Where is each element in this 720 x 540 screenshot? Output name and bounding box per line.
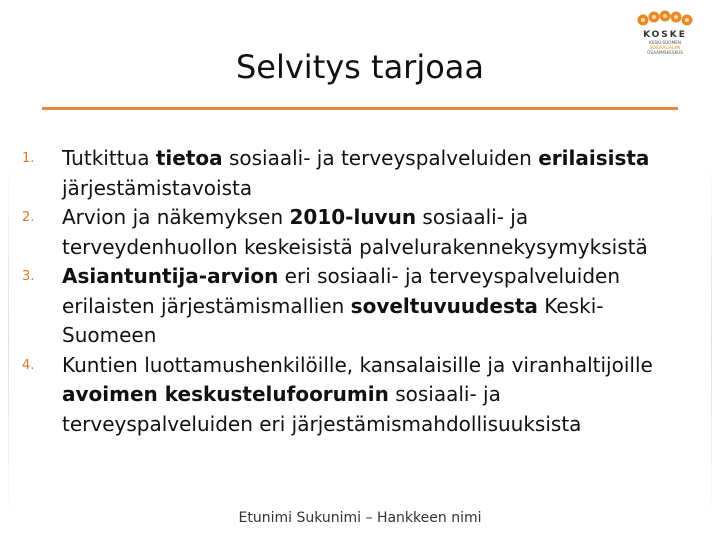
body-text: eri sosiaali- ja terveyspalveluiden erilaisten järjestämismallien (62, 264, 620, 318)
slide-title: Selvitys tarjoaa (235, 48, 485, 86)
emphasis-text: avoimen keskustelufoorumin (62, 382, 389, 406)
body-text: sosiaali- ja terveyspalveluiden (222, 146, 539, 170)
slide-footer: Etunimi Sukunimi – Hankkeen nimi (238, 510, 482, 526)
emphasis-text: 2010-luvun (289, 205, 417, 229)
emphasis-text: tietoa (155, 146, 223, 170)
logo-line3: OSAAMISKESKUS (647, 50, 683, 55)
slide-edge-right (711, 150, 712, 530)
body-text: sosiaali- ja terveydenhuollon keskeisistä palvelurakennekysymyksistä (62, 205, 648, 259)
list-item (22, 203, 692, 262)
list-item (22, 351, 692, 440)
title-divider (42, 107, 678, 110)
list-item-number: 2. (22, 210, 35, 225)
logo-wordmark: KOSKE (643, 30, 687, 40)
list-item-text (62, 205, 648, 259)
numbered-list (22, 144, 692, 439)
logo-line1: KESKI-SUOMEN (649, 40, 681, 45)
list-item-number: 4. (22, 357, 35, 373)
emphasis-text: erilaisista (538, 146, 650, 170)
slide-edge-left (8, 150, 9, 530)
body-text: Tutkittua (62, 146, 156, 170)
list-item-text (62, 353, 653, 436)
body-text: Arvion ja näkemyksen (62, 205, 290, 229)
emphasis-text: soveltuvuudesta (350, 293, 538, 318)
list-item-text (62, 146, 649, 200)
body-text: Kuntien luottamushenkilöille, kansalaisille ja viranhaltijoille (62, 352, 653, 377)
list-item-text (62, 264, 620, 347)
body-text: järjestämistavoista (62, 175, 253, 200)
emphasis-text: Asiantuntija-arvion (62, 264, 279, 288)
list-item-number: 3. (22, 269, 35, 284)
list-item (22, 262, 692, 351)
body-text: sosiaali- ja terveyspalveluiden eri järjestämismahdollisuuksista (62, 382, 582, 436)
body-text: Keski-Suomeen (62, 293, 604, 347)
list-item (22, 144, 692, 203)
logo-line2: SOSIAALIALAN (649, 45, 681, 50)
list-item-number: 1. (22, 151, 35, 166)
